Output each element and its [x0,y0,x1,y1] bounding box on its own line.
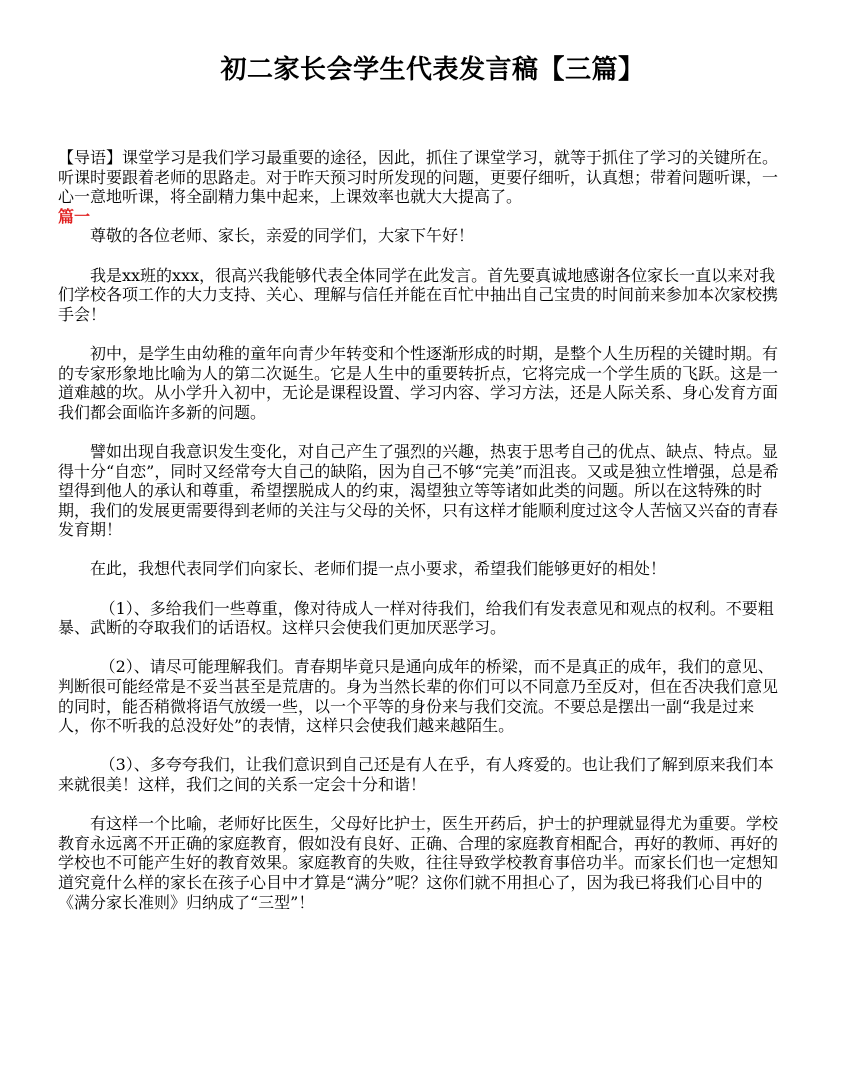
list-item-respect: （1）、多给我们一些尊重，像对待成人一样对待我们，给我们有发表意见和观点的权利。不要粗暴、武断的夺取我们的话语权。这样只会使我们更加厌恶学习。 [58,598,774,638]
intro-paragraph: 【导语】课堂学习是我们学习最重要的途径，因此，抓住了课堂学习，就等于抓住了学习的关键所在。听课时要跟着老师的思路走。对于昨天预习时所发现的问题，更要仔细听，认真想；带着问题听课，一心一意地听课，将全副精力集中起来，上课效率也就大大提高了。 [58,148,779,207]
paragraph-junior-high: 初中，是学生由幼稚的童年向青少年转变和个性逐渐形成的时期，是整个人生历程的关键时期。有的专家形象地比喻为人的第二次诞生。它是人生中的重要转折点，它将完成一个学生质的飞跃。这是一道难越的坎。从小学升入初中，无论是课程设置、学习内容、学习方法，还是人际关系、身心发育方面我们都会面临许多新的问题。 [58,343,779,422]
document-body [58,148,786,932]
list-item-praise: （3）、多夸夸我们，让我们意识到自己还是有人在乎，有人疼爱的。也让我们了解到原来我们本来就很美！这样，我们之间的关系一定会十分和谐！ [58,755,774,794]
paragraph-greeting: 尊敬的各位老师、家长，亲爱的同学们，大家下午好！ [90,226,475,246]
section-label: 篇一 [58,206,91,226]
page-title: 初二家长会学生代表发言稿【三篇】 [220,55,645,85]
paragraph-self-intro: 我是xx班的xxx，很高兴我能够代表全体同学在此发言。首先要真诚地感谢各位家长一直以来对我们学校各项工作的大力支持、关心、理解与信任并能在百忙中抽出自己宝贵的时间前来参加本次家校携手会！ [58,265,779,324]
list-item-understand: （2）、请尽可能理解我们。青春期毕竟只是通向成年的桥梁，而不是真正的成年，我们的意见、判断很可能经常是不妥当甚至是荒唐的。身为当然长辈的你们可以不同意乃至反对，但在否决我们意见的同时，能否稍微将语气放缓一些，以一个平等的身份来与我们交流。不要总是摆出一副“我是过来人，你不听我的总没好处”的表情，这样只会使我们越来越陌生。 [58,657,779,736]
paragraph-request: 在此，我想代表同学们向家长、老师们提一点小要求，希望我们能够更好的相处！ [90,559,667,579]
paragraph-closing: 有这样一个比喻，老师好比医生，父母好比护士，医生开药后，护士的护理就显得尤为重要。学校教育永远离不开正确的家庭教育，假如没有良好、正确、合理的家庭教育相配合，再好的教师、再好的学校也不可能产生好的教育效果。家庭教育的失败，往往导致学校教育事倍功半。而家长们也一定想知道究竟什么样的家长在孩子心目中才算是“满分”呢？这你们就不用担心了，因为我已将我们心目中的《满分家长准则》归纳成了“三型”！ [58,814,779,912]
paragraph-self-awareness: 譬如出现自我意识发生变化，对自己产生了强烈的兴趣，热衷于思考自己的优点、缺点、特点。显得十分“自恋”，同时又经常夸大自己的缺陷，因为自己不够“完美”而沮丧。又或是独立性增强，总是希望得到他人的承认和尊重，希望摆脱成人的约束，渴望独立等等诸如此类的问题。所以在这特殊的时期，我们的发展更需要得到老师的关注与父母的关怀，只有这样才能顺利度过这令人苦恼又兴奋的青春发育期！ [58,441,779,540]
